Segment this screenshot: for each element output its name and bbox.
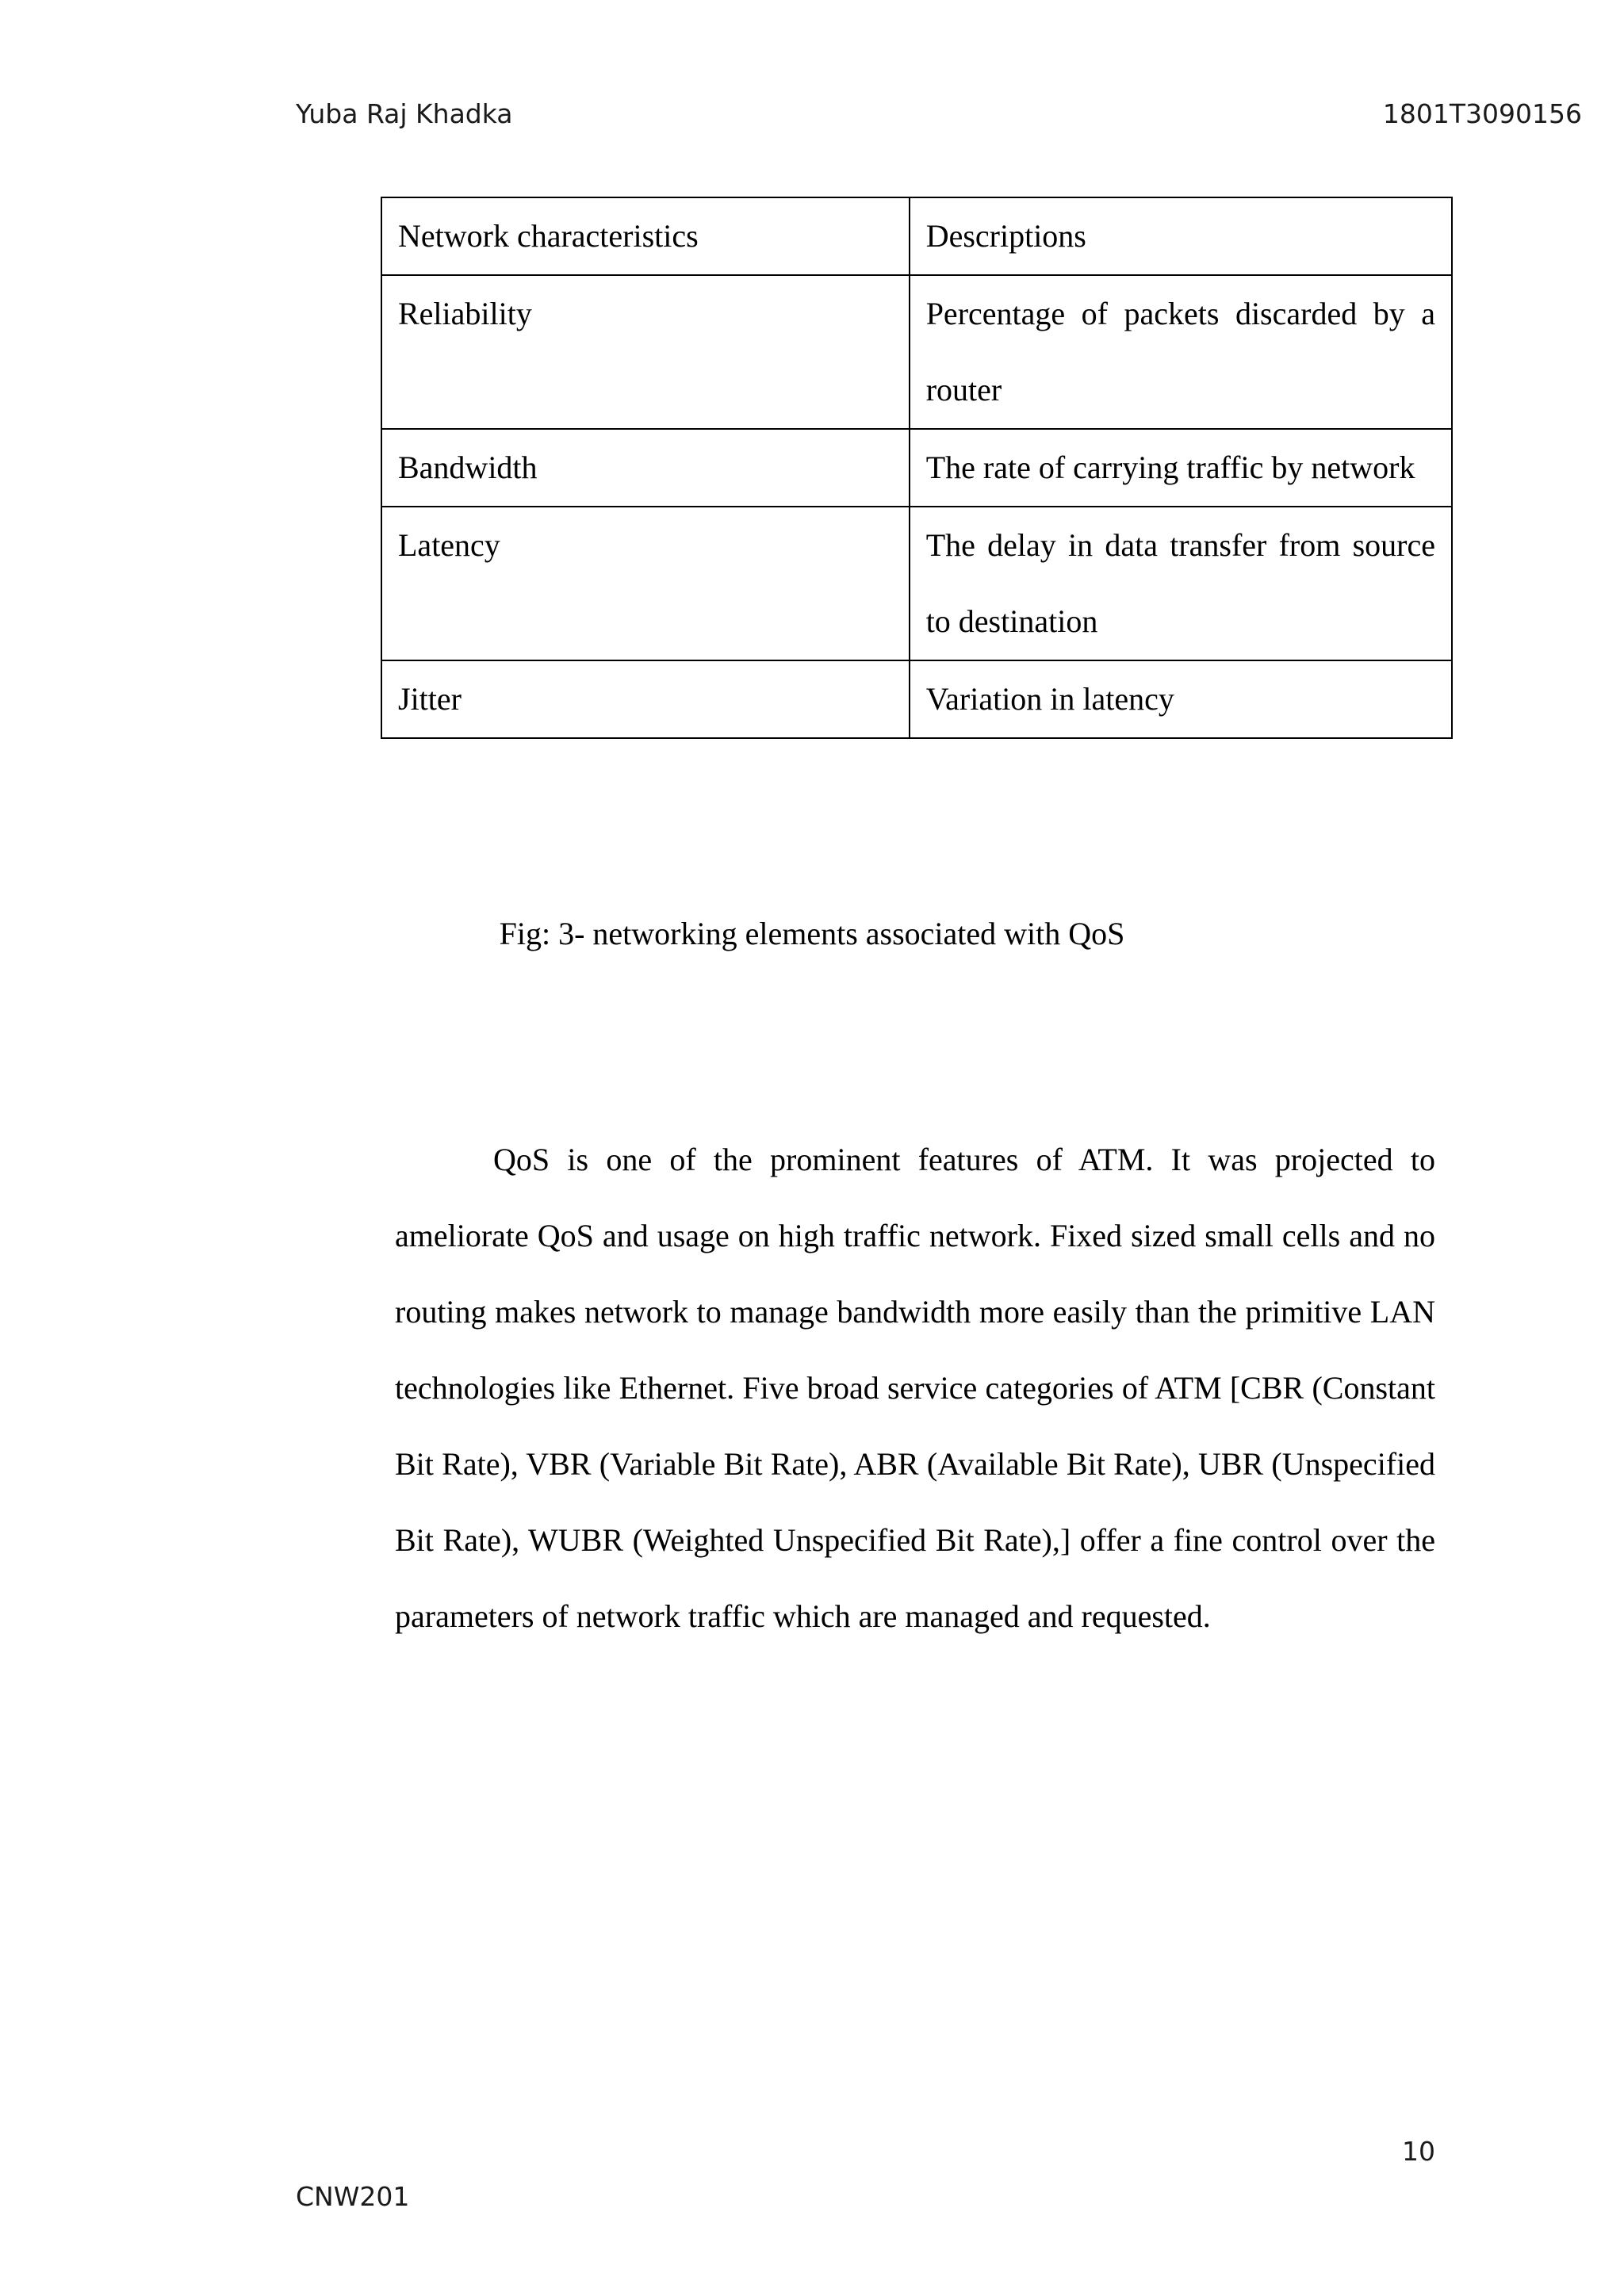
table-row — [381, 660, 1452, 738]
table-cell-description: Variation in latency — [910, 660, 1452, 738]
table-header-cell: Network characteristics — [381, 197, 910, 275]
table-row — [381, 275, 1452, 429]
table-cell-description: The rate of carrying traffic by network — [910, 429, 1452, 507]
body-paragraph: QoS is one of the prominent features of ATM. It was projected to ameliorate QoS and usage on high traffic network. Fixed sized small cells and no routing makes network to manage bandwidth more easily than the primitive LAN technologies like Ethernet. Five broad service categories of ATM [CBR (Constant Bit Rate), VBR (Variable Bit Rate), ABR (Available Bit Rate), UBR (Unspecified Bit Rate), WUBR (Weighted Unspecified Bit Rate),] offer a fine control over the parameters of network traffic which are managed and requested. — [395, 1142, 1435, 1634]
qos-characteristics-table — [381, 197, 1453, 739]
header-student-id: 1801T3090156 — [1382, 98, 1582, 129]
table-cell-description: Percentage of packets discarded by a router — [910, 275, 1452, 429]
table-row — [381, 507, 1452, 660]
table-cell-characteristic: Reliability — [381, 275, 910, 429]
figure-caption: Fig: 3- networking elements associated with QoS — [499, 916, 1125, 951]
footer-course-code: CNW201 — [296, 2181, 410, 2212]
table-cell-characteristic: Latency — [381, 507, 910, 660]
header-author: Yuba Raj Khadka — [296, 98, 513, 129]
table-cell-characteristic: Bandwidth — [381, 429, 910, 507]
table-header-cell: Descriptions — [910, 197, 1452, 275]
table-cell-characteristic: Jitter — [381, 660, 910, 738]
table-row — [381, 429, 1452, 507]
page-number: 10 — [1402, 2136, 1435, 2167]
table-header-row — [381, 197, 1452, 275]
table-cell-description: The delay in data transfer from source to destination — [910, 507, 1452, 660]
